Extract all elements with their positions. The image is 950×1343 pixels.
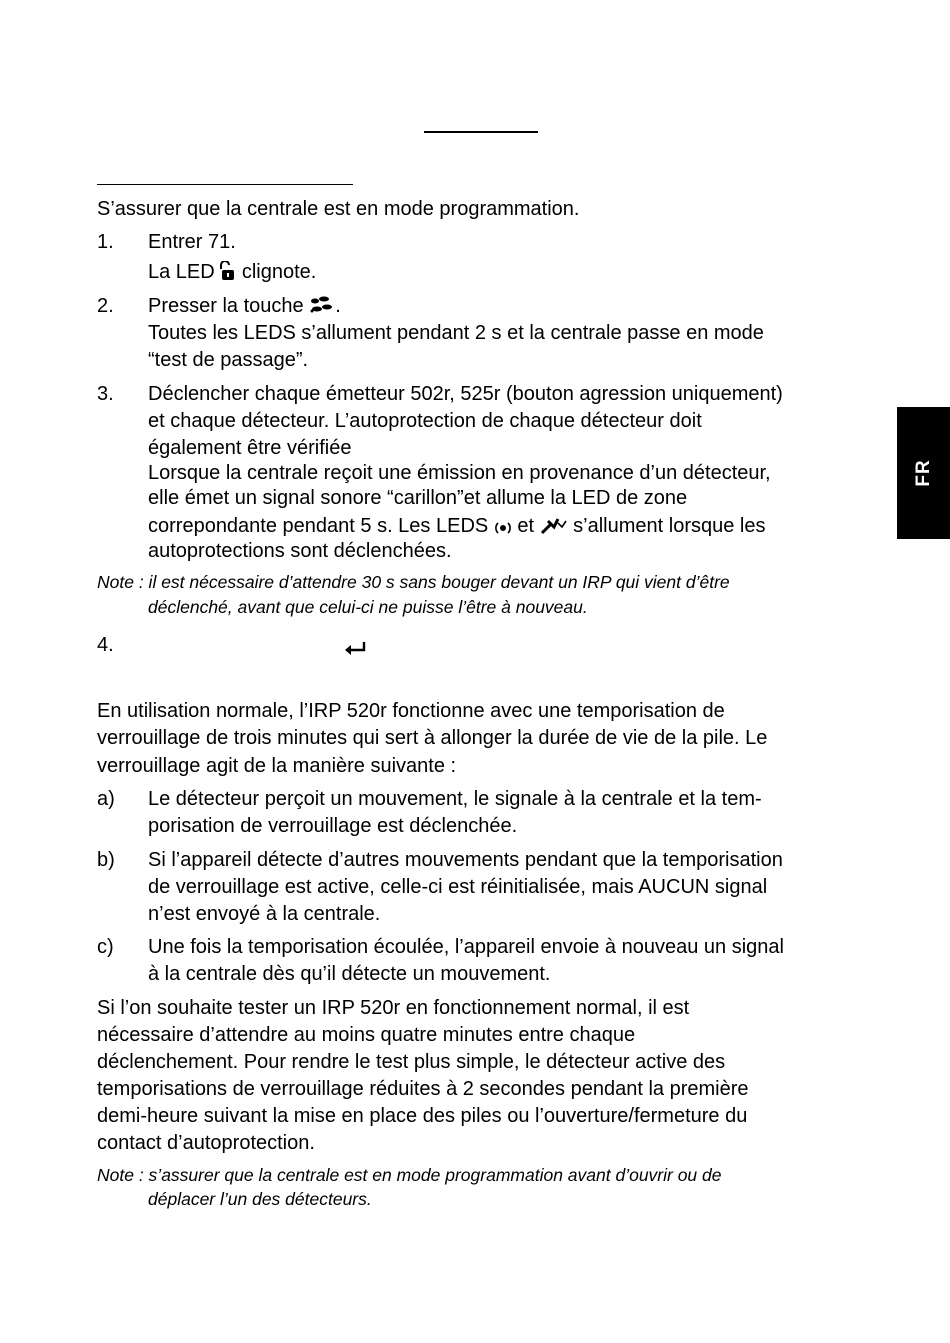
step-1-text-b: clignote.	[236, 261, 317, 283]
para-2-line-5: demi-heure suivant la mise en place des piles ou l’ouverture/fermeture du	[97, 1105, 748, 1127]
step-number: 3.	[97, 383, 114, 405]
section-rule	[97, 184, 353, 185]
step-2-line-1	[148, 293, 878, 320]
step-number: 2.	[97, 295, 114, 317]
step-number: 4.	[97, 634, 114, 656]
step-3-text-c: s’allument lorsque les	[567, 515, 766, 537]
step-2-line-2: Toutes les LEDS s’allument pendant 2 s et la centrale passe en mode	[148, 322, 764, 344]
list-item-c-line-2: à la centrale dès qu’il détecte un mouvement.	[148, 963, 551, 985]
step-3-line-5: elle émet un signal sonore “carillon”et allume la LED de zone	[148, 487, 688, 509]
list-item-b-line-3: n’est envoyé à la centrale.	[148, 903, 381, 925]
unlock-icon	[220, 261, 236, 281]
step-1-line-1: Entrer 71.	[148, 231, 236, 253]
step-3-text-b: et	[511, 515, 540, 537]
fault-icon	[540, 515, 568, 535]
note-2-line-2: déplacer l’un des détecteurs.	[148, 1189, 372, 1209]
language-tab-label: FR	[912, 459, 934, 487]
step-3-line-7: autoprotections sont déclenchées.	[148, 540, 452, 562]
list-item-a-line-1: Le détecteur perçoit un mouvement, le signale à la centrale et la tem-	[148, 788, 762, 810]
para-2-line-6: contact d’autoprotection.	[97, 1132, 315, 1154]
title-rule	[424, 131, 538, 133]
para-2-line-2: nécessaire d’attendre au moins quatre minutes entre chaque	[97, 1024, 636, 1046]
language-tab	[897, 407, 950, 539]
para-2-line-1: Si l’on souhaite tester un IRP 520r en fonctionnement normal, il est	[97, 997, 690, 1019]
list-label: c)	[97, 936, 114, 958]
list-item-c-line-1: Une fois la temporisation écoulée, l’appareil envoie à nouveau un signal	[148, 936, 784, 958]
list-label: b)	[97, 849, 115, 871]
note-1-line-1: Note : il est nécessaire d’attendre 30 s sans bouger devant un IRP qui vient d’être	[97, 572, 730, 592]
note-2-line-1: Note : s’assurer que la centrale est en mode programmation avant d’ouvrir ou de	[97, 1165, 722, 1185]
para-2-line-3: déclenchement. Pour rendre le test plus simple, le détecteur active des	[97, 1051, 726, 1073]
step-2-line-3: “test de passage”.	[148, 349, 309, 371]
list-item-b-line-2: de verrouillage est active, celle-ci est réinitialisée, mais AUCUN signal	[148, 876, 768, 898]
para-1-line-2: verrouillage de trois minutes qui sert à allonger la durée de vie de la pile. Le	[97, 727, 768, 749]
enter-key-icon	[342, 640, 368, 658]
step-number: 1.	[97, 231, 114, 253]
intro-text: S’assurer que la centrale est en mode programmation.	[97, 198, 580, 220]
step-1-text-a: La LED	[148, 261, 221, 283]
tamper-led-icon	[494, 521, 512, 535]
step-3-line-6	[148, 513, 878, 540]
note-1-line-2: déclenché, avant que celui-ci ne puisse l’être à nouveau.	[148, 597, 588, 617]
list-item-a-line-2: porisation de verrouillage est déclenchée.	[148, 815, 518, 837]
para-1-line-1: En utilisation normale, l’IRP 520r fonctionne avec une temporisation de	[97, 700, 725, 722]
step-3-line-4: Lorsque la centrale reçoit une émission en provenance d’un détecteur,	[148, 462, 771, 484]
step-3-line-1: Déclencher chaque émetteur 502r, 525r (bouton agression uniquement)	[148, 383, 783, 405]
step-3-line-3: également être vérifiée	[148, 437, 352, 459]
step-3-text-a: correpondante pendant 5 s. Les LEDS	[148, 515, 494, 537]
step-2-text-b: .	[335, 295, 341, 317]
para-1-line-3: verrouillage agit de la manière suivante :	[97, 755, 457, 777]
list-item-b-line-1: Si l’appareil détecte d’autres mouvements pendant que la temporisation	[148, 849, 783, 871]
step-1-line-2	[148, 259, 878, 286]
step-2-text-a: Presser la touche	[148, 295, 310, 317]
step-3-line-2: et chaque détecteur. L’autoprotection de chaque détecteur doit	[148, 410, 702, 432]
list-label: a)	[97, 788, 115, 810]
para-2-line-4: temporisations de verrouillage réduites à 2 secondes pendant la première	[97, 1078, 749, 1100]
walk-test-icon	[309, 295, 335, 315]
